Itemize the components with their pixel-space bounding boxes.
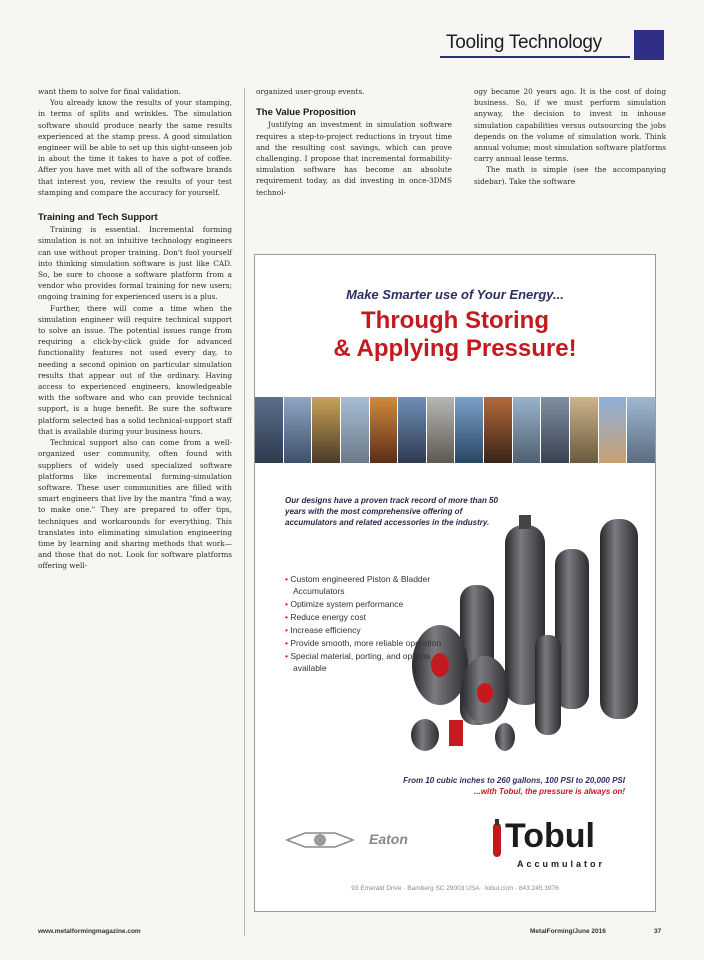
page-number: 37 <box>654 928 662 935</box>
industry-photo-strip <box>255 397 655 463</box>
tobul-logo-subtitle: Accumulator <box>517 859 606 869</box>
paragraph: Training is essential. Incremental forming simulation is not an intuitive technology engineers can use without proper training. Don't fool yourself into thinking simulation software is just like CAD. So, be sure to choose a software platform from a vendor who provides formal training for new users; ongoing training for experienced users is a plus. <box>38 225 232 302</box>
ad-feature-list <box>285 573 445 675</box>
footer-issue: MetalForming/June 2016 <box>530 928 606 935</box>
feature-item: • Optimize system performance <box>285 598 445 610</box>
header-color-block <box>634 30 664 60</box>
ad-headline-main <box>255 307 655 363</box>
paragraph: You already know the results of your stamping, in terms of splits and wrinkles. The simulation software should produce nearly the same results experienced at the stamp press. A good simulation engineer will be able to set up this sight-unseen job in about the time it takes to have a pot of coffee. After you have met with all of the software brands that interest you, review the results of your test stamping and compare the accuracy for yourself. <box>38 98 232 197</box>
ad-intro-text: Our designs have a proven track record of more than 50 years with the most comprehensive offering of accumulators and related accessories in the industry. <box>285 496 498 527</box>
tobul-logo: Tobul <box>505 817 595 855</box>
paragraph: Technical support also can come from a well-organized user community, often found with suppliers of widely used specialized software platforms like incremental forming-simulation software. These user communities are filled with smart engineers that live by the mantra "find a way, to make one." They are prepared to offer tips, techniques and workarounds for everything. This translates into eliminating simulation engineering time by learning and sharing methods that work—and those that do not. Look for software platforms offering well- <box>38 438 232 571</box>
section-heading-training: Training and Tech Support <box>38 212 158 224</box>
eaton-logo: Eaton <box>369 831 408 847</box>
article-column-3 <box>474 86 666 187</box>
ad-range-line: From 10 cubic inches to 260 gallons, 100 PSI to 20,000 PSI <box>403 776 625 785</box>
paragraph: Further, there will come a time when the simulation engineer will require technical support to solve an issue. The potential issues range from requiring a click-by-click guide for advanced functionality features not used every day, to needing a second opinion on particular simulation results that appear out of the ordinary. Having access to experienced engineers, knowledgeable with the software and who can provide technical support, is a huge benefit. Be sure the software platform selected has a solid technical-support staff that is available during your business hours. <box>38 303 232 436</box>
ad-contact-line: 93 Emerald Drive · Bamberg SC 29003 USA · tobul.com · 843.245.3976 <box>351 885 559 892</box>
ad-headline-line: Through Storing <box>361 307 549 334</box>
ad-headline-line: & Applying Pressure! <box>333 335 577 362</box>
paragraph: organized user-group events. <box>256 87 365 96</box>
header-rule <box>440 56 630 58</box>
ad-tagline: ...with Tobul, the pressure is always on! <box>474 787 625 796</box>
section-title: Tooling Technology <box>446 32 602 53</box>
feature-item: • Reduce energy cost <box>285 611 445 623</box>
article-column-1 <box>38 86 232 572</box>
footer-website: www.metalformingmagazine.com <box>38 928 141 935</box>
ad-headline-top: Make Smarter use of Your Energy... <box>346 287 564 302</box>
feature-item: • Increase efficiency <box>285 624 445 636</box>
feature-item: • Custom engineered Piston & Bladder Accumulators <box>285 573 445 597</box>
article-column-2 <box>256 86 452 198</box>
paragraph: The math is simple (see the accompanying sidebar). Take the software <box>474 165 666 186</box>
paragraph: ogy became 20 years ago. It is the cost of doing business. So, if we must perform simulation anyway, the decision to invest in inhouse simulation capabilities versus outsourcing the jobs depends on the volume of simulation work. Think annual volume; most simulation software platforms carry annual lease terms. <box>474 87 666 164</box>
feature-item: • Special material, porting, and options available <box>285 650 445 674</box>
feature-item: • Provide smooth, more reliable operation <box>285 637 445 649</box>
section-heading-value: The Value Proposition <box>256 107 356 119</box>
column-divider <box>244 88 245 936</box>
wing-logo-icon <box>285 825 355 855</box>
paragraph: Justifying an investment in simulation software requires a step-to-project reductions in tryout time and the resulting cost savings, which can prove challenging. I propose that incremental formability-simulation software has become an absolute requirement today, as did investing in once-3DMS technol- <box>256 120 452 197</box>
accumulator-logo-icon <box>491 819 503 861</box>
tobul-advertisement[interactable] <box>254 254 656 912</box>
paragraph: want them to solve for final validation. <box>38 87 181 96</box>
ad-range-text <box>315 775 625 797</box>
section-header <box>440 30 664 60</box>
